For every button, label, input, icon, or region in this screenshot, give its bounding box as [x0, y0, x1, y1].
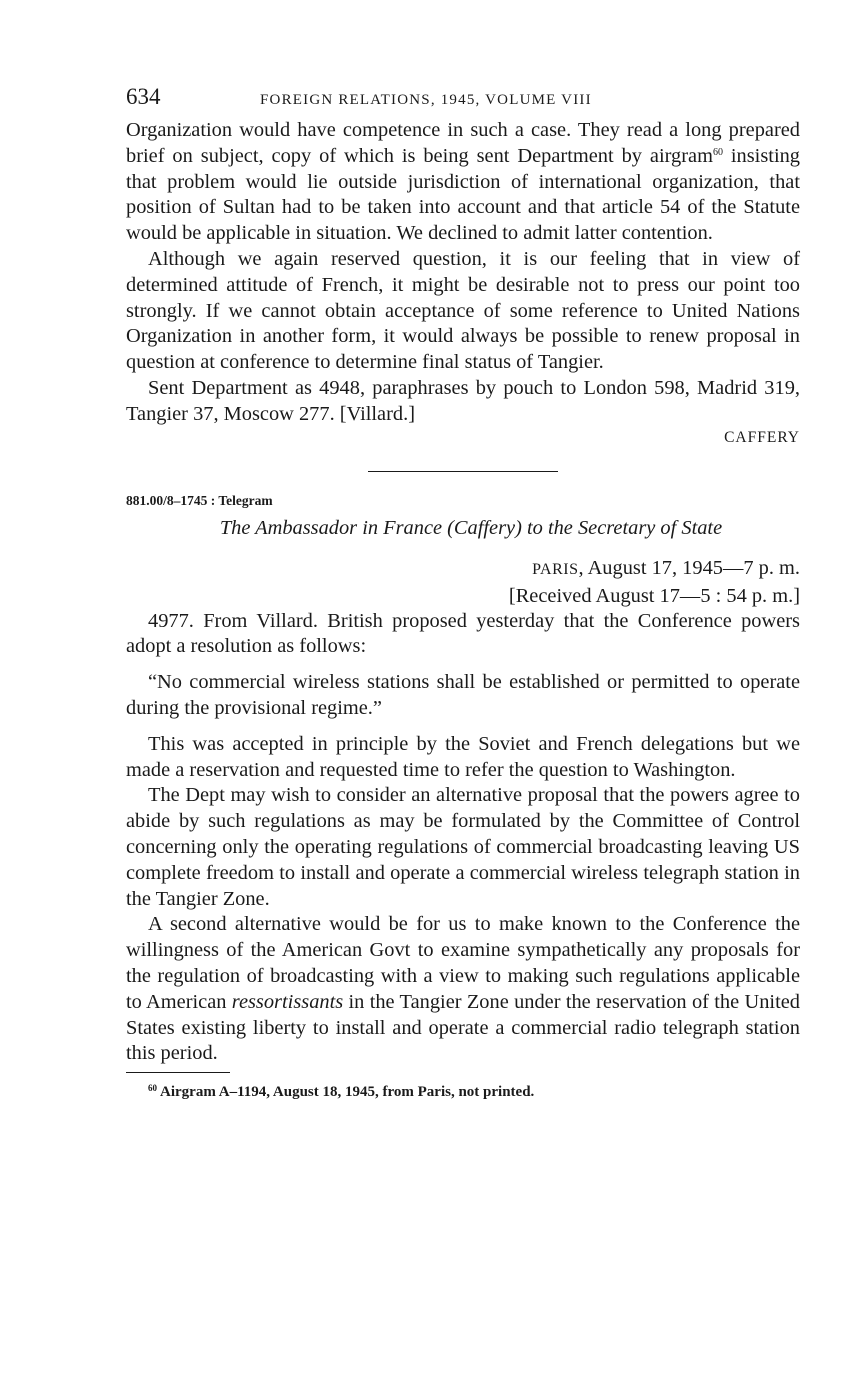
continuation-paragraph-2: Although we again reserved question, it is our feeling that in view of determined attitude of French, it might be desirable not to press our point too strongly. If we cannot obtain acceptance of some reference to United Nations Organization in another form, it would always be possible to renew proposal in question at conference to determine final status of Tangier.: [126, 247, 800, 374]
running-head: [126, 84, 800, 118]
dateline-place: PARIS: [532, 560, 579, 578]
quoted-resolution: “No commercial wireless stations shall be established or permitted to operate during the provisional regime.”: [126, 671, 800, 719]
telegram-para4-text-cont: in the Tangier Zone under the reservation of the United States existing liberty to install and operate a commercial radio telegraph station this period.: [126, 990, 800, 1065]
footnote-marker: 60: [148, 1083, 157, 1094]
continuation-para1-text-cont: insisting that problem would lie outside jurisdiction of international organization, that position of Sultan had to be taken into account and that article 54 of the Statute would be applicable in situation. We declined to admit latter contention.: [126, 144, 800, 245]
telegram-para4-text: A second alternative would be for us to make known to the Conference the willingness of the American Govt to examine sympathetically any proposals for the regulation of broadcasting with a view to making such regulations applicable to American: [126, 913, 800, 1013]
dateline-date: , August 17, 1945—7 p. m.: [578, 556, 800, 579]
running-title: FOREIGN RELATIONS, 1945, VOLUME VIII: [260, 92, 592, 108]
continuation-paragraph-1: [126, 118, 800, 247]
footnote-rule: [126, 1072, 230, 1073]
telegram-paragraph-4: [126, 912, 800, 1067]
signature-caffery: CAFFERY: [724, 428, 800, 446]
continuation-paragraph-3: Sent Department as 4948, paraphrases by pouch to London 598, Madrid 319, Tangier 37, Moscow 277. [Villard.]: [126, 376, 800, 425]
document-page: [126, 84, 800, 1102]
file-reference: 881.00/8–1745 : Telegram: [126, 492, 273, 508]
telegram-paragraph-1: 4977. From Villard. British proposed yesterday that the Conference powers adopt a resolution as follows:: [126, 609, 800, 658]
telegram-paragraph-3: The Dept may wish to consider an alternative proposal that the powers agree to abide by such regulations as may be formulated by the Committee of Control concerning only the operating regulations of commercial broadcasting leaving US complete freedom to install and operate a commercial wireless telegraph station in the Tangier Zone.: [126, 784, 800, 910]
dateline: [126, 555, 800, 583]
footnote-reference[interactable]: 60: [712, 146, 723, 158]
telegram-paragraph-2: This was accepted in principle by the Soviet and French delegations but we made a reservation and requested time to refer the question to Washington.: [126, 732, 800, 781]
section-separator: [368, 471, 558, 472]
page-number: 634: [126, 84, 161, 109]
italic-term: ressortissants: [231, 990, 344, 1013]
dateline-block: [126, 555, 800, 609]
document-title: The Ambassador in France (Caffery) to the Secretary of State: [219, 516, 723, 539]
received-line: [Received August 17—5 : 54 p. m.]: [508, 584, 800, 607]
footnote-text: Airgram A–1194, August 18, 1945, from Paris, not printed.: [160, 1084, 535, 1101]
footnote: [126, 1082, 800, 1102]
continuation-para1-text: Organization would have competence in such a case. They read a long prepared brief on subject, copy of which is being sent Department by airgram: [126, 119, 800, 167]
